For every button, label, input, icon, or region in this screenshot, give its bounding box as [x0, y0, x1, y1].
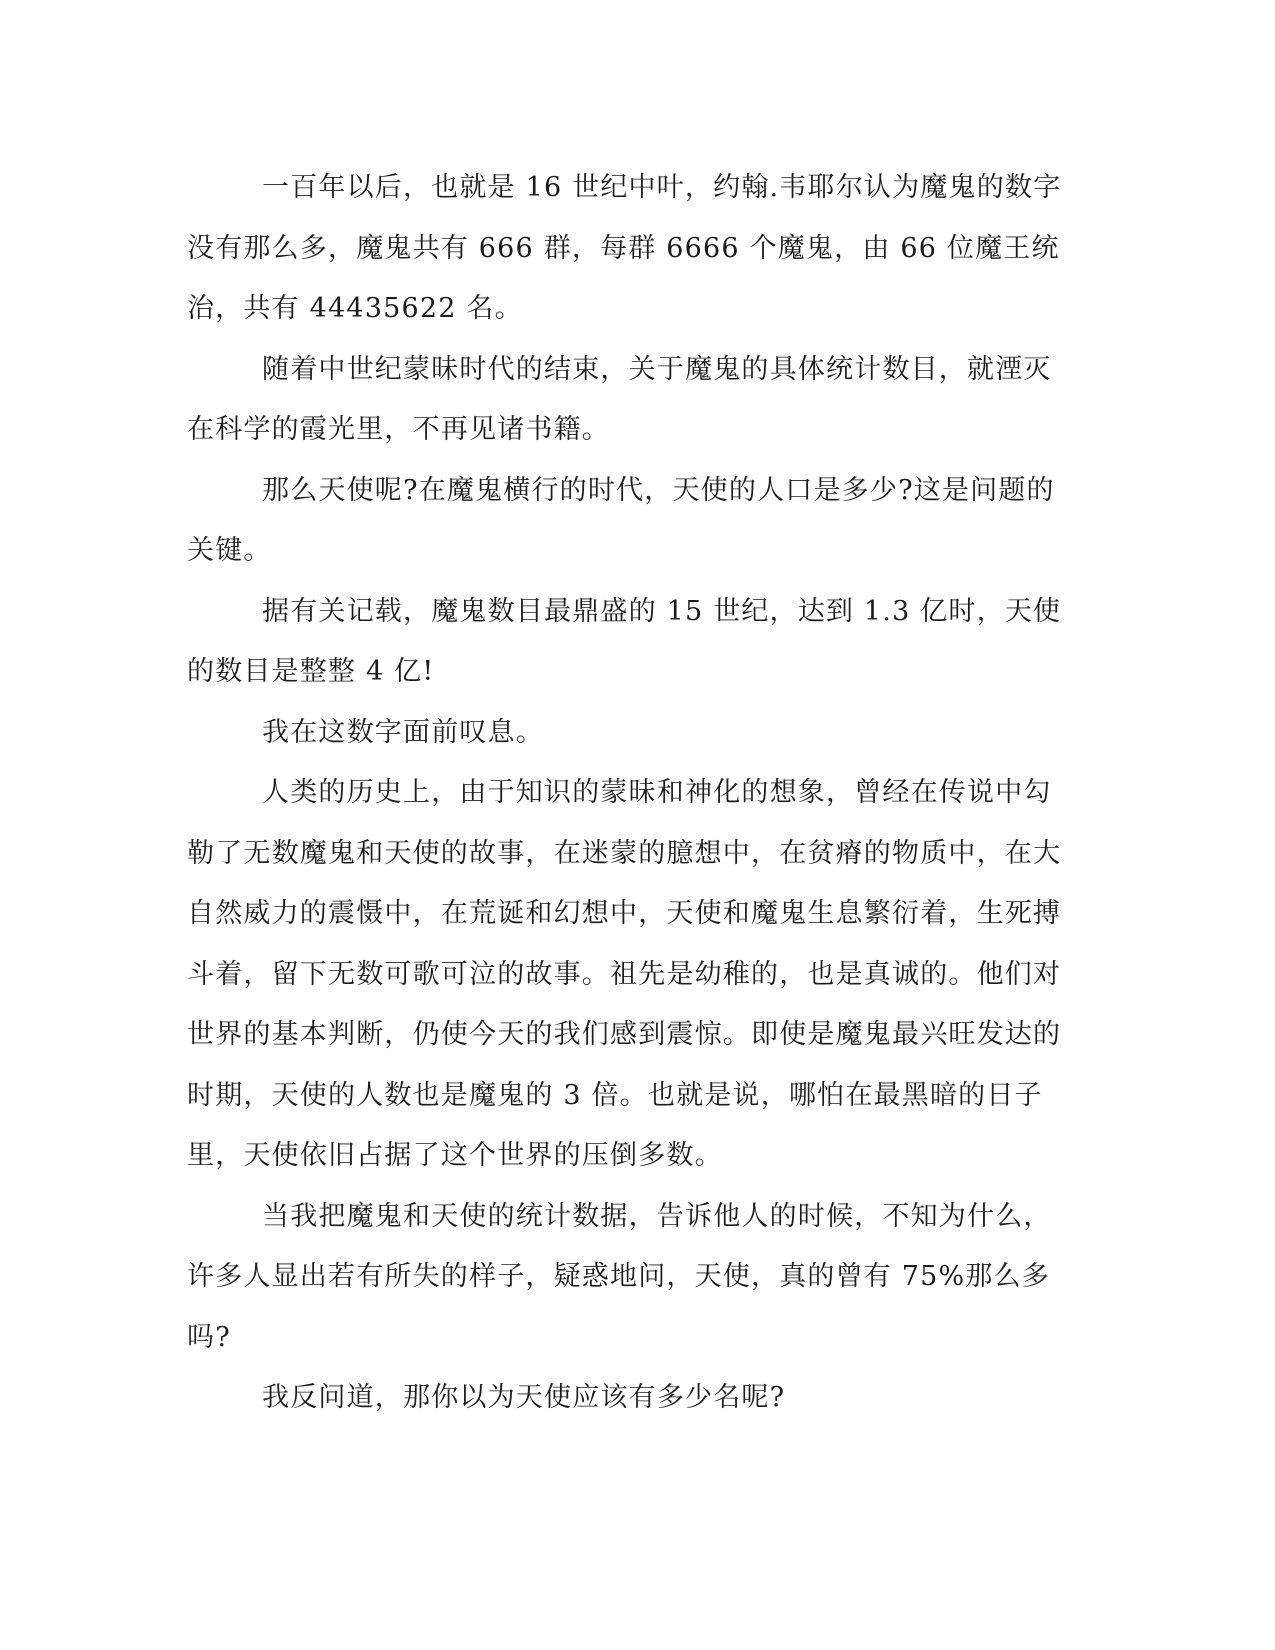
paragraph-7: 当我把魔鬼和天使的统计数据，告诉他人的时候，不知为什么，许多人显出若有所失的样子，疑惑地问，天使，真的曾有 75%那么多吗?: [187, 1200, 1052, 1353]
paragraph-4: 据有关记载，魔鬼数目最鼎盛的 15 世纪，达到 1.3 亿时，天使的数目是整整 4 亿!: [187, 595, 1062, 687]
body-text: [187, 158, 1067, 1429]
paragraph-8: 我反问道，那你以为天使应该有多少名呢?: [262, 1382, 786, 1413]
paragraph-2: 随着中世纪蒙昧时代的结束，关于魔鬼的具体统计数目，就湮灭在科学的霞光里，不再见诸书籍。: [187, 353, 1052, 445]
paragraph-5: 我在这数字面前叹息。: [262, 716, 544, 748]
paragraph-6: 人类的历史上，由于知识的蒙昧和神化的想象，曾经在传说中勾勒了无数魔鬼和天使的故事，在迷蒙的臆想中，在贫瘠的物质中，在大自然威力的震慑中，在荒诞和幻想中，天使和魔鬼生息繁衍着，生死搏斗着，留下无数可歌可泣的故事。祖先是幼稚的，也是真诚的。他们对世界的基本判断，仍使今天的我们感到震惊。即使是魔鬼最兴旺发达的时期，天使的人数也是魔鬼的 3 倍。也就是说，哪怕在最黑暗的日子里，天使依旧占据了这个世界的压倒多数。: [187, 777, 1062, 1171]
paragraph-1: 一百年以后，也就是 16 世纪中叶，约翰.韦耶尔认为魔鬼的数字没有那么多，魔鬼共有 666 群，每群 6666 个魔鬼，由 66 位魔王统治，共有 44435622 名。: [187, 172, 1062, 324]
paragraph-3: 那么天使呢?在魔鬼横行的时代，天使的人口是多少?这是问题的关键。: [187, 474, 1055, 566]
